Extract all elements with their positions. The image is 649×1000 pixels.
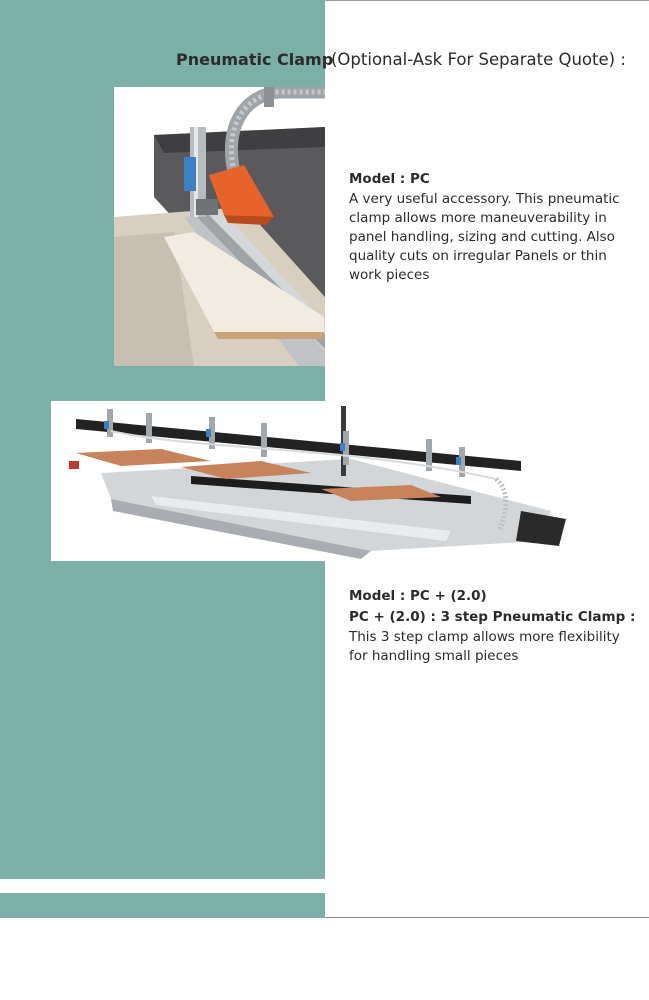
bottom-divider: [325, 917, 649, 918]
model-pc-section: [349, 170, 629, 285]
pneumatic-clamp-photo: [114, 87, 325, 366]
model-pc2-subtitle: PC + (2.0) : 3 step Pneumatic Clamp :: [349, 609, 636, 625]
heading-subtitle: (Optional-Ask For Separate Quote) :: [331, 50, 626, 69]
heading-title: Pneumatic Clamp: [176, 50, 334, 69]
three-step-clamp-photo: [51, 401, 578, 561]
model-pc2-description: This 3 step clamp allows more flexibility for handling small pieces: [349, 629, 620, 664]
model-pc-title: Model : PC: [349, 171, 430, 187]
model-pc2-section: [349, 587, 639, 666]
teal-bottom-band: [0, 893, 325, 918]
page-heading: [0, 50, 649, 74]
model-pc-description: A very useful accessory. This pneumatic clamp allows more maneuverability in panel handling, sizing and cutting. Also quality cuts on irregular Panels or thin work pieces: [349, 191, 620, 283]
model-pc2-title: Model : PC + (2.0): [349, 588, 487, 604]
top-divider: [325, 0, 649, 1]
